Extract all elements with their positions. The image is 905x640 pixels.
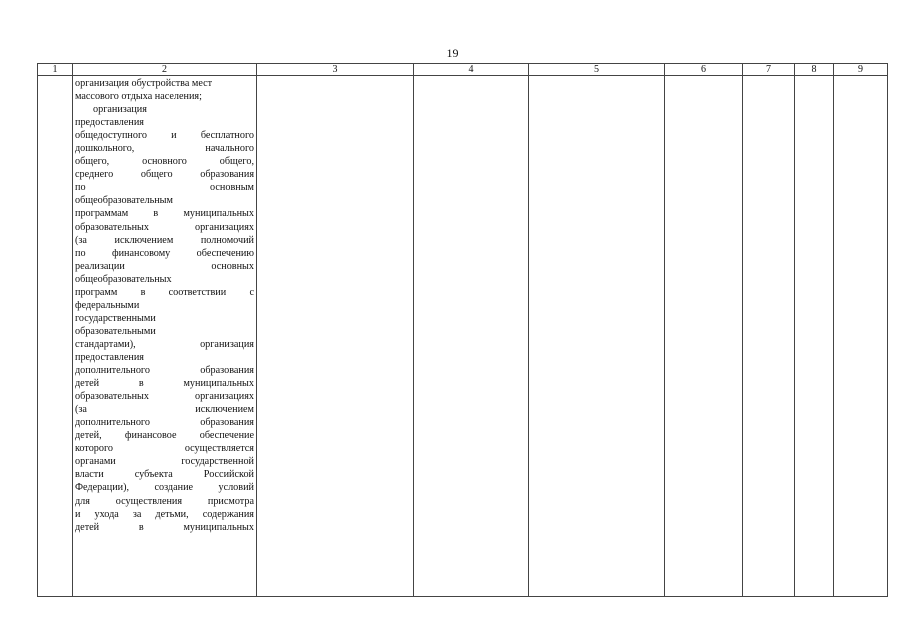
text-line: организация [93, 104, 147, 116]
column-number-3: 3 [257, 64, 414, 76]
table-cell-col5 [529, 76, 665, 597]
table-row [38, 76, 888, 597]
table-cell-col8 [795, 76, 834, 597]
table-cell-col6 [665, 76, 743, 597]
text-line: общедоступного и бесплатного [75, 130, 254, 142]
text-line: (за исключением [75, 404, 254, 416]
text-line: образовательных организациях [75, 391, 254, 403]
column-number-8: 8 [795, 64, 834, 76]
page-number: 19 [446, 46, 459, 60]
text-line: программам в муниципальных [75, 208, 254, 220]
text-line: и ухода за детьми, содержания [75, 508, 254, 520]
text-line: государственными [75, 312, 156, 324]
column-number-4: 4 [414, 64, 529, 76]
text-line: по основным [75, 182, 254, 194]
text-line: которого осуществляется [75, 443, 254, 455]
text-line: дошкольного, начального [75, 143, 254, 155]
text-line: общего, основного общего, [75, 156, 254, 168]
text-line: среднего общего образования [75, 169, 254, 181]
column-number-2: 2 [73, 64, 257, 76]
column-number-9: 9 [834, 64, 888, 76]
text-line: Федерации), создание условий [75, 482, 254, 494]
text-line: детей в муниципальных [75, 378, 254, 390]
text-line: программ в соответствии с [75, 286, 254, 298]
text-line: для осуществления присмотра [75, 495, 254, 507]
table-cell-col7 [743, 76, 795, 597]
column-number-1: 1 [38, 64, 73, 76]
text-line: детей, финансовое обеспечение [75, 430, 254, 442]
document-table [37, 63, 888, 597]
cell-text-block [73, 76, 256, 534]
table-cell-col2 [73, 76, 257, 597]
text-line: образовательных организациях [75, 221, 254, 233]
text-line: организация обустройства мест [75, 78, 213, 89]
text-line: федеральными [75, 299, 140, 311]
text-line: массового отдыха населения; [75, 91, 202, 103]
text-line: детей в муниципальных [75, 521, 254, 533]
text-line: предоставления [75, 351, 144, 363]
text-line: власти субъекта Российской [75, 469, 254, 481]
text-line: предоставления [75, 117, 144, 129]
text-line: дополнительного образования [75, 365, 254, 377]
table-cell-col3 [257, 76, 414, 597]
text-line: дополнительного образования [75, 417, 254, 429]
text-line: органами государственной [75, 456, 254, 468]
text-line: по финансовому обеспечению [75, 247, 254, 259]
text-line: реализации основных [75, 260, 254, 272]
text-line: образовательными [75, 325, 156, 337]
table-cell-col9 [834, 76, 888, 597]
table-cell-col4 [414, 76, 529, 597]
column-number-5: 5 [529, 64, 665, 76]
column-number-7: 7 [743, 64, 795, 76]
text-line: (за исключением полномочий [75, 234, 254, 246]
text-line: общеобразовательным [75, 195, 173, 207]
text-line: стандартами), организация [75, 338, 254, 350]
column-number-row [38, 64, 888, 76]
table-cell-col1 [38, 76, 73, 597]
text-line: общеобразовательных [75, 273, 172, 285]
column-number-6: 6 [665, 64, 743, 76]
